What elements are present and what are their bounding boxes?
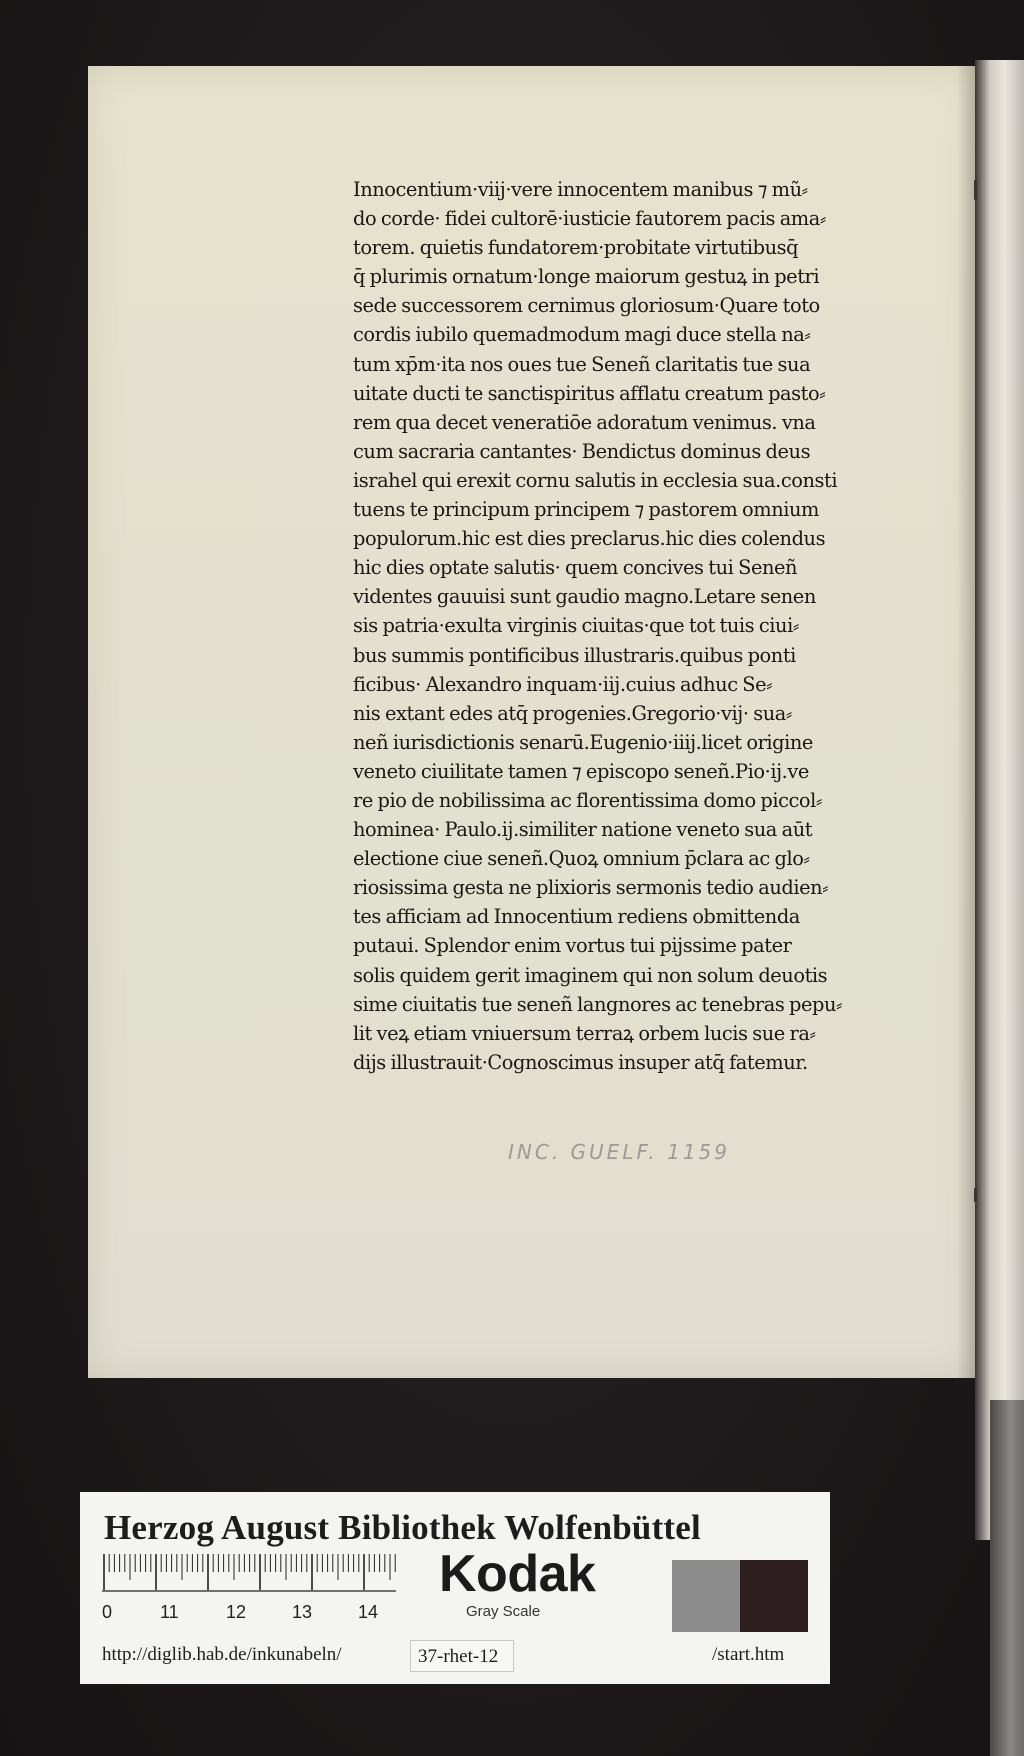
gray-patch — [672, 1560, 740, 1632]
black-patch — [740, 1560, 808, 1632]
text-line: re pio de nobilissima ac florentissima domo piccol⸗ — [353, 788, 822, 812]
text-line: tuens te principum principem ⁊ pastorem omnium — [353, 498, 819, 522]
ruler-number: 12 — [226, 1602, 247, 1622]
text-line: do corde· fidei cultorē·iusticie fautorem pacis ama⸗ — [353, 207, 826, 231]
text-line: hominea· Paulo.ij.similiter natione veneto sua aūt — [353, 818, 813, 842]
ruler-number: 0 — [102, 1602, 113, 1622]
text-line: putaui. Splendor enim vortus tui pijssime pater — [353, 934, 792, 958]
text-line: rem qua decet veneratiōe adoratum venimus. vna — [353, 410, 816, 434]
text-line: tes afficiam ad Innocentium rediens obmittenda — [353, 905, 800, 929]
gray-scale-label: Gray Scale — [466, 1603, 541, 1620]
page-speck — [974, 180, 977, 200]
text-line: veneto ciuilitate tamen ⁊ episcopo seneñ.Pio·ij.ve — [353, 759, 809, 783]
text-line: solis quidem gerit imaginem qui non solum deuotis — [353, 963, 828, 987]
text-line: cum sacraria cantantes· Bendictus dominus deus — [353, 439, 811, 463]
text-line: israhel qui erexit cornu salutis in ecclesia sua.consti — [353, 468, 838, 492]
ruler-number: 13 — [292, 1602, 313, 1622]
text-line: nis extant edes atq̄ progenies.Gregorio·vij· sua⸗ — [353, 701, 792, 725]
text-line: tum xp̄m·ita nos oues tue Seneñ claritatis tue sua — [353, 352, 811, 376]
color-target-card — [80, 1492, 830, 1684]
text-line: riosissima gesta ne plixioris sermonis tedio audien⸗ — [353, 876, 829, 900]
text-line: ficibus· Alexandro inquam·iij.cuius adhuc Se⸗ — [353, 672, 773, 696]
text-line: sime ciuitatis tue seneñ langnores ac tenebras pepu⸗ — [353, 992, 843, 1016]
book-edge-shadow — [990, 1400, 1024, 1756]
text-line: neñ iurisdictionis senarū.Eugenio·iiij.licet origine — [353, 730, 813, 754]
text-line: hic dies optate salutis· quem concives tui Seneñ — [353, 556, 798, 580]
ruler-number: 14 — [358, 1602, 379, 1622]
text-line: torem. quietis fundatorem·probitate virtutibusq̄ — [353, 236, 799, 260]
url-prefix: http://diglib.hab.de/inkunabeln/ — [102, 1644, 342, 1665]
text-line: populorum.hic est dies preclarus.hic dies colendus — [353, 527, 826, 551]
printed-text-block — [353, 175, 863, 1077]
url-suffix: /start.htm — [712, 1644, 785, 1665]
text-line: videntes gauuisi sunt gaudio magno.Letare senen — [353, 585, 816, 609]
text-line: Innocentium·viij·vere innocentem manibus ⁊ mũ⸗ — [353, 178, 808, 201]
text-line: electione ciue seneñ.Quoꝝ omnium p̄clara ac glo⸗ — [353, 847, 810, 871]
kodak-logo: Kodak — [439, 1545, 596, 1603]
book-edge — [975, 60, 1024, 1540]
text-line: sede successorem cernimus gloriosum·Quare toto — [353, 294, 820, 318]
measurement-ruler — [102, 1554, 396, 1592]
text-line: cordis iubilo quemadmodum magi duce stella na⸗ — [353, 323, 811, 347]
library-title: Herzog August Bibliothek Wolfenbüttel — [104, 1508, 701, 1547]
text-line: dijs illustrauit·Cognoscimus insuper atq̄ fatemur. — [353, 1050, 808, 1074]
ruler-number: 11 — [160, 1602, 179, 1622]
shelfmark-pencil-note: INC. GUELF. 1159 — [508, 1140, 730, 1164]
text-line: lit veꝝ etiam vniuersum terraꝝ orbem lucis sue ra⸗ — [353, 1021, 816, 1045]
page-speck — [974, 1188, 977, 1202]
identifier-text: 37-rhet-12 — [418, 1646, 499, 1667]
text-line: q̄ plurimis ornatum·longe maiorum gestuꝝ in petri — [353, 265, 820, 289]
text-line: bus summis pontificibus illustraris.quibus ponti — [353, 643, 796, 667]
text-line: sis patria·exulta virginis ciuitas·que tot tuis ciui⸗ — [353, 614, 799, 638]
text-line: uitate ducti te sanctispiritus afflatu creatum pasto⸗ — [353, 381, 826, 405]
